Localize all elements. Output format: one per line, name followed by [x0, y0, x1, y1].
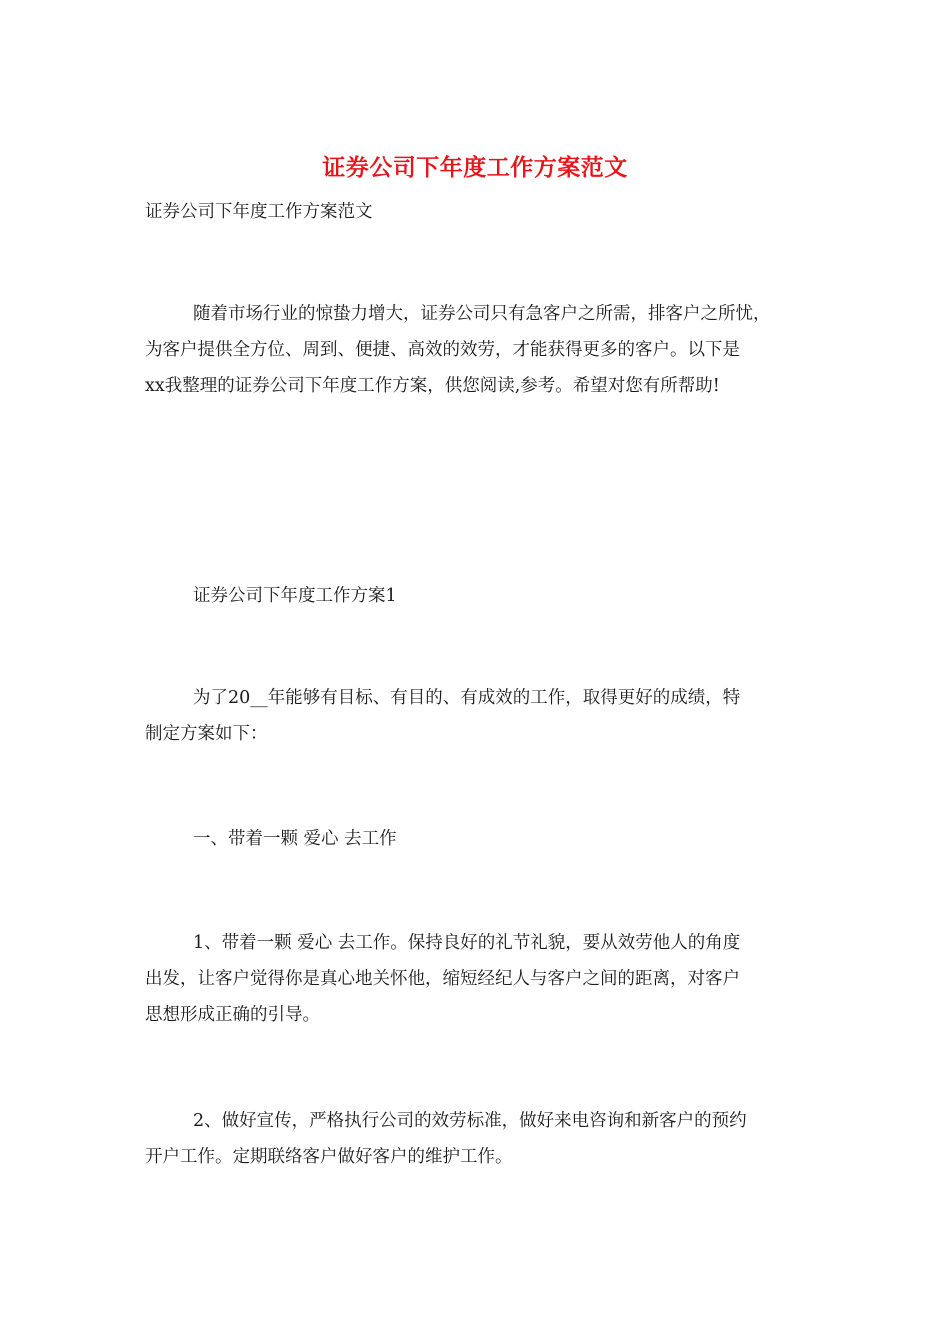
subtitle-text: 证券公司下年度工作方案范文: [145, 202, 373, 222]
purpose-line-1: 为了20__年能够有目标、有目的、有成效的工作，取得更好的成绩，特: [193, 688, 741, 708]
section-heading: [145, 578, 805, 614]
item-two-paragraph: [145, 1103, 805, 1175]
purpose-paragraph: [145, 680, 805, 752]
intro-line-3: xx我整理的证券公司下年度工作方案，供您阅读,参考。希望对您有所帮助!: [145, 376, 720, 396]
purpose-line-2: 制定方案如下：: [145, 724, 268, 744]
intro-paragraph: [145, 296, 805, 404]
item-one-line-2: 出发，让客户觉得你是真心地关怀他，缩短经纪人与客户之间的距离，对客户: [145, 969, 740, 989]
intro-line-1: 随着市场行业的惊蛰力增大，证券公司只有急客户之所需，排客户之所忧，: [193, 304, 771, 324]
intro-line-2: 为客户提供全方位、周到、便捷、高效的效劳，才能获得更多的客户。以下是: [145, 340, 740, 360]
item-two-line-1: 2、做好宣传，严格执行公司的效劳标准，做好来电咨询和新客户的预约: [193, 1111, 747, 1131]
document-title: 证券公司下年度工作方案范文: [322, 154, 628, 181]
section-heading-text: 证券公司下年度工作方案1: [193, 586, 397, 606]
heading-one: [145, 821, 805, 857]
heading-one-text: 一、带着一颗 爱心 去工作: [193, 829, 397, 849]
document-subtitle: [145, 194, 805, 230]
item-one-line-3: 思想形成正确的引导。: [145, 1005, 320, 1025]
item-one-paragraph: [145, 925, 805, 1033]
item-two-line-2: 开户工作。定期联络客户做好客户的维护工作。: [145, 1147, 513, 1167]
item-one-line-1: 1、带着一颗 爱心 去工作。保持良好的礼节礼貌，要从效劳他人的角度: [193, 933, 741, 953]
